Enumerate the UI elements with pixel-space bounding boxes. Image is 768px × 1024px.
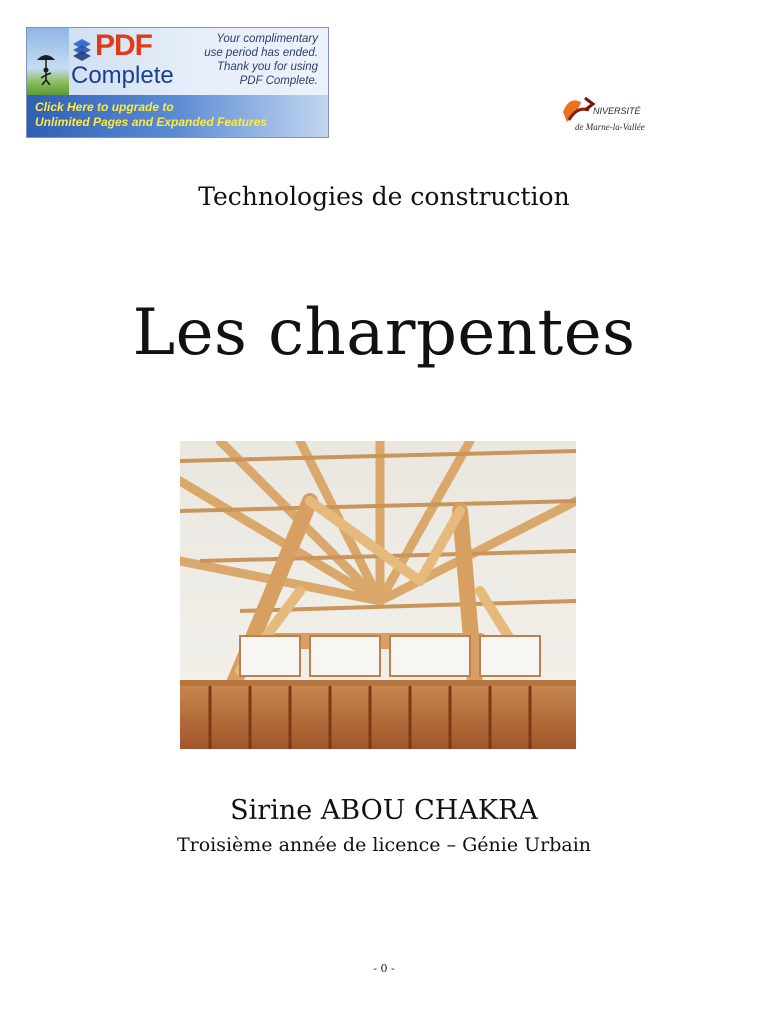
page-number: - 0 - [373, 962, 395, 975]
stacked-layers-icon [71, 36, 93, 64]
page-title: Les charpentes [132, 296, 636, 370]
program-line: Troisième année de licence – Génie Urbain [176, 834, 592, 856]
subject-heading: Technologies de construction [198, 182, 570, 211]
university-logo [555, 92, 657, 146]
pdf-complete-logo [27, 28, 197, 95]
author-name: Sirine ABOU CHAKRA [230, 795, 538, 826]
pdf-complete-banner[interactable] [26, 27, 329, 138]
trial-expired-message: Your complimentary use period has ended. Thank you for using PDF Complete. [204, 33, 318, 87]
pdf-wordmark: PDF [95, 29, 152, 62]
upgrade-link[interactable]: Click Here to upgrade to Unlimited Pages and Expanded Features [35, 100, 268, 129]
svg-text:de Marne-la-Vallée: de Marne-la-Vallée [575, 122, 645, 132]
umbrella-person-icon [35, 50, 57, 86]
svg-text:NIVERSITÉ: NIVERSITÉ [593, 106, 641, 116]
banner-bottom [27, 95, 328, 138]
roof-truss-photo [180, 441, 576, 749]
complete-wordmark: Complete [71, 62, 174, 89]
